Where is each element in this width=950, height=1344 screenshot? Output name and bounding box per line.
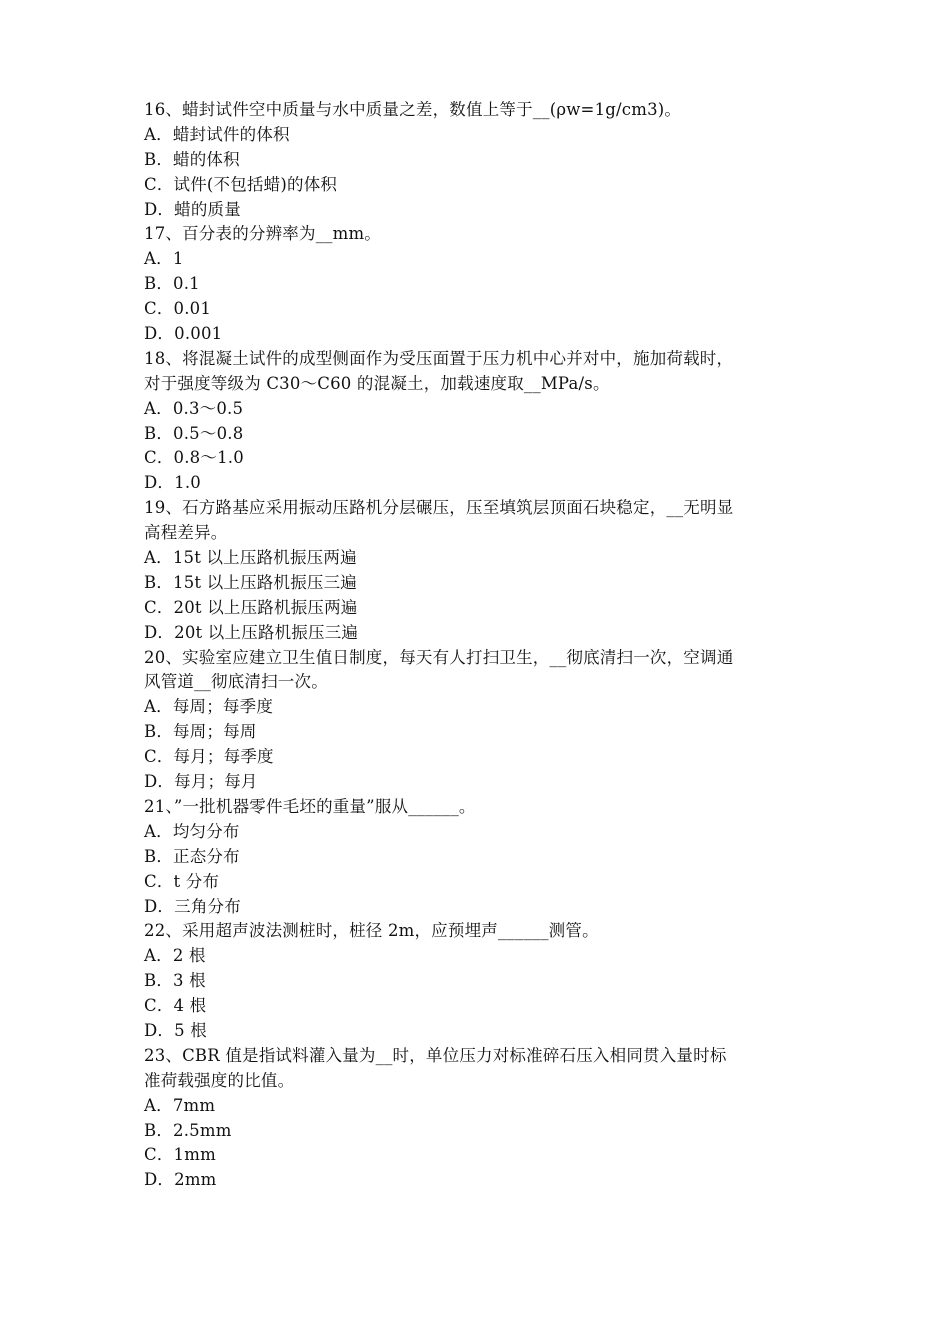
option-c: C．4 根 bbox=[144, 996, 207, 1016]
question-text: 18、将混凝土试件的成型侧面作为受压面置于压力机中心并对中，施加荷载时， bbox=[144, 348, 734, 368]
question-text-continued: 准荷载强度的比值。 bbox=[144, 1070, 295, 1090]
option-c: C．试件(不包括蜡)的体积 bbox=[144, 174, 338, 194]
question-text: 22、采用超声波法测桩时，桩径 2m，应预埋声______测管。 bbox=[144, 921, 599, 941]
option-c: C．20t 以上压路机振压两遍 bbox=[144, 597, 358, 617]
question-23 bbox=[144, 1044, 814, 1193]
option-a: A．7mm bbox=[144, 1095, 216, 1115]
question-22 bbox=[144, 919, 814, 1043]
question-text-continued: 高程差异。 bbox=[144, 523, 228, 543]
option-c: C．t 分布 bbox=[144, 871, 220, 891]
option-a: A．每周；每季度 bbox=[144, 697, 274, 717]
option-d: D．每月；每月 bbox=[144, 772, 258, 792]
option-b: B．蜡的体积 bbox=[144, 149, 240, 169]
option-d: D．20t 以上压路机振压三遍 bbox=[144, 622, 359, 642]
option-b: B．2.5mm bbox=[144, 1120, 232, 1140]
option-c: C．0.8～1.0 bbox=[144, 448, 244, 468]
question-text: 20、实验室应建立卫生值日制度，每天有人打扫卫生，__彻底清扫一次，空调通 bbox=[144, 647, 734, 667]
question-16 bbox=[144, 98, 814, 222]
option-b: B．0.5～0.8 bbox=[144, 423, 244, 443]
question-text: 17、百分表的分辨率为__mm。 bbox=[144, 224, 381, 244]
option-d: D．0.001 bbox=[144, 324, 223, 344]
document-body bbox=[144, 98, 814, 1193]
option-d: D．5 根 bbox=[144, 1020, 207, 1040]
option-b: B．每周；每周 bbox=[144, 722, 257, 742]
option-b: B．3 根 bbox=[144, 971, 206, 991]
option-a: A．蜡封试件的体积 bbox=[144, 124, 290, 144]
option-d: D．三角分布 bbox=[144, 896, 241, 916]
option-c: C．0.01 bbox=[144, 299, 212, 319]
option-a: A．2 根 bbox=[144, 946, 206, 966]
question-text: 19、石方路基应采用振动压路机分层碾压，压至填筑层顶面石块稳定，__无明显 bbox=[144, 498, 734, 518]
question-text: 16、蜡封试件空中质量与水中质量之差，数值上等于__(ρw=1g/cm3)。 bbox=[144, 100, 682, 119]
question-20 bbox=[144, 646, 814, 795]
option-c: C．每月；每季度 bbox=[144, 747, 274, 767]
question-21 bbox=[144, 795, 814, 919]
option-a: A．均匀分布 bbox=[144, 821, 240, 841]
option-a: A．0.3～0.5 bbox=[144, 398, 244, 418]
question-text: 21、”一批机器零件毛坯的重量”服从______。 bbox=[144, 796, 476, 816]
question-18 bbox=[144, 347, 814, 496]
option-a: A．1 bbox=[144, 249, 184, 269]
question-19 bbox=[144, 496, 814, 645]
option-b: B．正态分布 bbox=[144, 846, 240, 866]
option-d: D．2mm bbox=[144, 1170, 217, 1190]
option-d: D．蜡的质量 bbox=[144, 199, 241, 219]
question-text-continued: 对于强度等级为 C30～C60 的混凝土，加载速度取__MPa/s。 bbox=[144, 373, 610, 393]
option-a: A．15t 以上压路机振压两遍 bbox=[144, 548, 357, 568]
option-b: B．15t 以上压路机振压三遍 bbox=[144, 572, 357, 592]
option-c: C．1mm bbox=[144, 1145, 216, 1165]
option-b: B．0.1 bbox=[144, 274, 200, 294]
question-text-continued: 风管道__彻底清扫一次。 bbox=[144, 672, 328, 692]
question-17 bbox=[144, 222, 814, 346]
question-text: 23、CBR 值是指试料灌入量为__时，单位压力对标准碎石压入相同贯入量时标 bbox=[144, 1045, 727, 1065]
option-d: D．1.0 bbox=[144, 473, 201, 493]
